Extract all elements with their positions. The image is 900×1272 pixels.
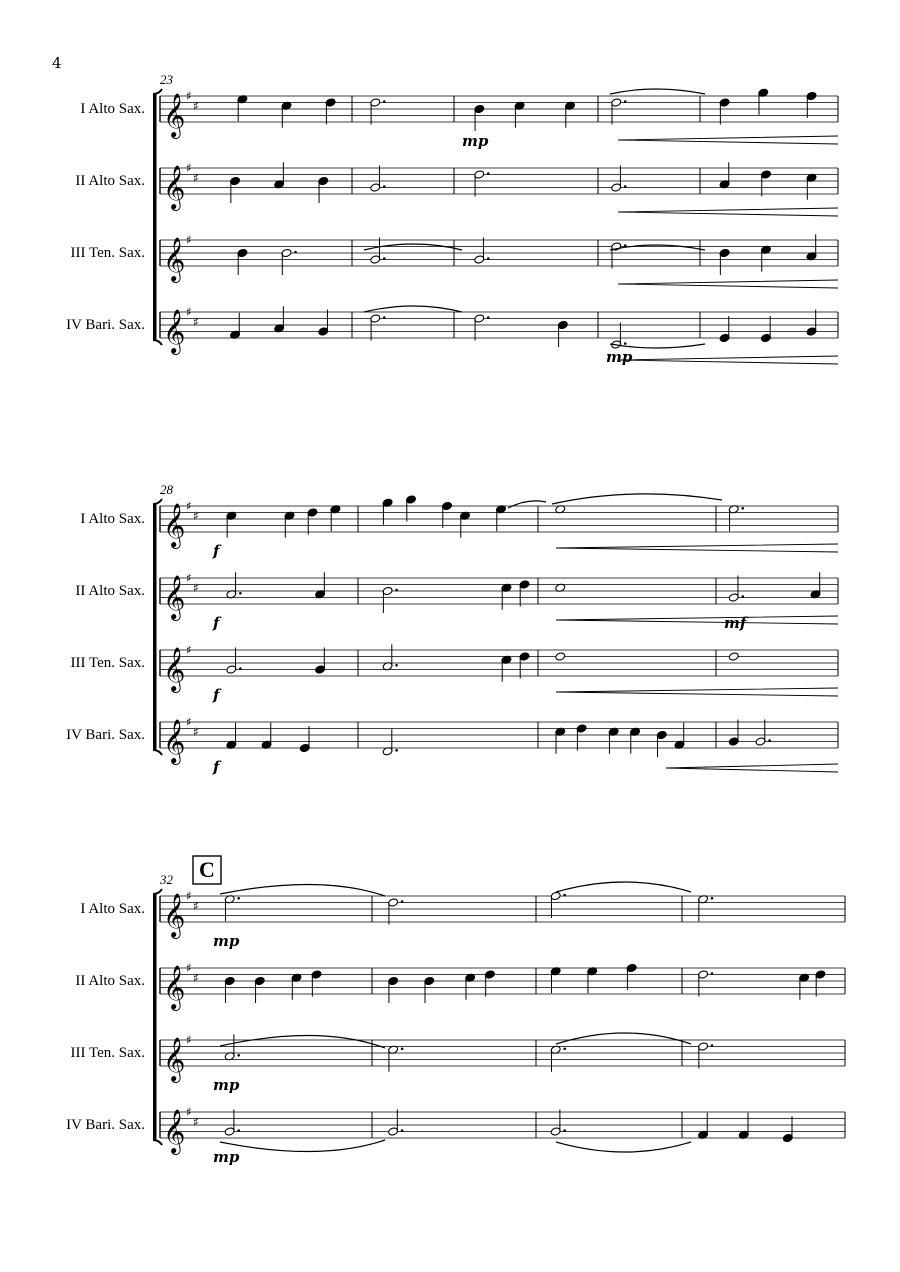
- instrument-label: I Alto Sax.: [80, 901, 145, 917]
- instrument-label: IV Bari. Sax.: [66, 727, 145, 743]
- slur: [364, 306, 462, 312]
- note-dot: [383, 257, 386, 260]
- dynamic-marking: mf: [724, 614, 747, 632]
- dynamic-marking: f: [213, 686, 220, 704]
- hairpin: [666, 764, 838, 772]
- sharp-icon: ♯: [186, 233, 192, 247]
- slur: [552, 494, 722, 504]
- slur: [220, 1140, 385, 1152]
- instrument-label: II Alto Sax.: [75, 583, 145, 599]
- note-dot: [294, 251, 297, 254]
- sharp-icon: ♯: [186, 161, 192, 175]
- sharp-icon: ♯: [186, 715, 192, 729]
- note-dot: [395, 664, 398, 667]
- note-dot: [383, 185, 386, 188]
- sharp-icon: ♯: [193, 1114, 199, 1129]
- sharp-icon: ♯: [186, 643, 192, 657]
- slur: [556, 1142, 691, 1152]
- instrument-label: III Ten. Sax.: [70, 245, 145, 261]
- hairpin: [556, 688, 838, 696]
- note-dot: [624, 185, 627, 188]
- slur: [508, 501, 546, 508]
- treble-clef-icon: 𝄞: [163, 719, 186, 763]
- sharp-icon: ♯: [186, 889, 192, 903]
- treble-clef-icon: 𝄞: [163, 893, 186, 937]
- sharp-icon: ♯: [186, 571, 192, 585]
- slur: [556, 1033, 691, 1044]
- score-system-2: [0, 480, 900, 840]
- bracket-bottom-hook: [153, 340, 162, 345]
- slur: [610, 89, 705, 94]
- note-head: [555, 652, 566, 661]
- treble-clef-icon: 𝄞: [163, 93, 186, 137]
- instrument-label: III Ten. Sax.: [70, 655, 145, 671]
- sharp-icon: ♯: [186, 305, 192, 319]
- crescendo-hairpin: [618, 208, 838, 216]
- note-dot: [239, 592, 242, 595]
- bracket-top-hook: [153, 89, 162, 94]
- note-dot: [711, 972, 714, 975]
- note-dot: [487, 172, 490, 175]
- note-dot: [487, 257, 490, 260]
- crescendo-hairpin: [618, 280, 838, 288]
- sharp-icon: ♯: [193, 970, 199, 985]
- instrument-label: II Alto Sax.: [75, 173, 145, 189]
- note-dot: [563, 1129, 566, 1132]
- bracket-bottom-hook: [153, 750, 162, 755]
- dynamic-marking: mp: [213, 932, 240, 950]
- treble-clef-icon: 𝄞: [163, 309, 186, 353]
- treble-clef-icon: 𝄞: [163, 1037, 186, 1081]
- sharp-icon: ♯: [193, 724, 199, 739]
- note-dot: [237, 1054, 240, 1057]
- slur: [364, 244, 462, 250]
- instrument-label: IV Bari. Sax.: [66, 317, 145, 333]
- score-system-1: [0, 70, 900, 430]
- note-dot: [239, 667, 242, 670]
- sharp-icon: ♯: [193, 98, 199, 113]
- instrument-label: I Alto Sax.: [80, 511, 145, 527]
- dynamic-marking: f: [213, 542, 220, 560]
- sharp-icon: ♯: [186, 89, 192, 103]
- crescendo-hairpin: [618, 136, 838, 144]
- sharp-icon: ♯: [193, 898, 199, 913]
- instrument-label: I Alto Sax.: [80, 101, 145, 117]
- sharp-icon: ♯: [186, 499, 192, 513]
- sharp-icon: ♯: [193, 170, 199, 185]
- treble-clef-icon: 𝄞: [163, 503, 186, 547]
- dynamic-marking: f: [213, 614, 220, 632]
- sharp-icon: ♯: [186, 961, 192, 975]
- note-dot: [624, 342, 627, 345]
- note-dot: [741, 595, 744, 598]
- sharp-icon: ♯: [193, 580, 199, 595]
- hairpin: [556, 544, 838, 552]
- instrument-label: III Ten. Sax.: [70, 1045, 145, 1061]
- bracket-bottom-hook: [153, 1140, 162, 1145]
- note-dot: [383, 316, 386, 319]
- note-dot: [741, 507, 744, 510]
- dynamic-marking: mp: [462, 132, 489, 150]
- system-bracket: [153, 94, 157, 340]
- note-dot: [624, 244, 627, 247]
- treble-clef-icon: 𝄞: [163, 237, 186, 281]
- note-dot: [768, 739, 771, 742]
- slur: [556, 882, 691, 892]
- note-dot: [237, 897, 240, 900]
- note-dot: [395, 589, 398, 592]
- dynamic-marking: mp: [213, 1148, 240, 1166]
- crescendo-hairpin: [618, 356, 838, 364]
- rehearsal-mark: C: [199, 857, 215, 882]
- note-dot: [401, 900, 404, 903]
- measure-number: 32: [160, 872, 173, 887]
- note-dot: [401, 1047, 404, 1050]
- treble-clef-icon: 𝄞: [163, 165, 186, 209]
- note-dot: [395, 749, 398, 752]
- measure-number: 28: [160, 482, 173, 497]
- treble-clef-icon: 𝄞: [163, 1109, 186, 1153]
- sharp-icon: ♯: [193, 314, 199, 329]
- dynamic-marking: mp: [606, 348, 633, 366]
- note-dot: [563, 894, 566, 897]
- note-dot: [237, 1129, 240, 1132]
- sharp-icon: ♯: [193, 508, 199, 523]
- page-number: 4: [52, 54, 62, 72]
- dynamic-marking: mp: [213, 1076, 240, 1094]
- hairpin: [556, 616, 838, 624]
- instrument-label: II Alto Sax.: [75, 973, 145, 989]
- sharp-icon: ♯: [186, 1105, 192, 1119]
- note-dot: [563, 1047, 566, 1050]
- bracket-top-hook: [153, 499, 162, 504]
- note-head: [728, 652, 739, 661]
- system-bracket: [153, 894, 157, 1140]
- treble-clef-icon: 𝄞: [163, 575, 186, 619]
- instrument-label: IV Bari. Sax.: [66, 1117, 145, 1133]
- note-dot: [711, 1044, 714, 1047]
- note-dot: [711, 897, 714, 900]
- note-dot: [401, 1129, 404, 1132]
- system-bracket: [153, 504, 157, 750]
- slur: [220, 884, 385, 896]
- treble-clef-icon: 𝄞: [163, 965, 186, 1009]
- score-system-3: [0, 857, 900, 1230]
- note-dot: [487, 316, 490, 319]
- note-dot: [383, 100, 386, 103]
- dynamic-marking: f: [213, 758, 220, 776]
- note-dot: [624, 100, 627, 103]
- bracket-top-hook: [153, 889, 162, 894]
- sharp-icon: ♯: [186, 1033, 192, 1047]
- measure-number: 23: [160, 72, 173, 87]
- treble-clef-icon: 𝄞: [163, 647, 186, 691]
